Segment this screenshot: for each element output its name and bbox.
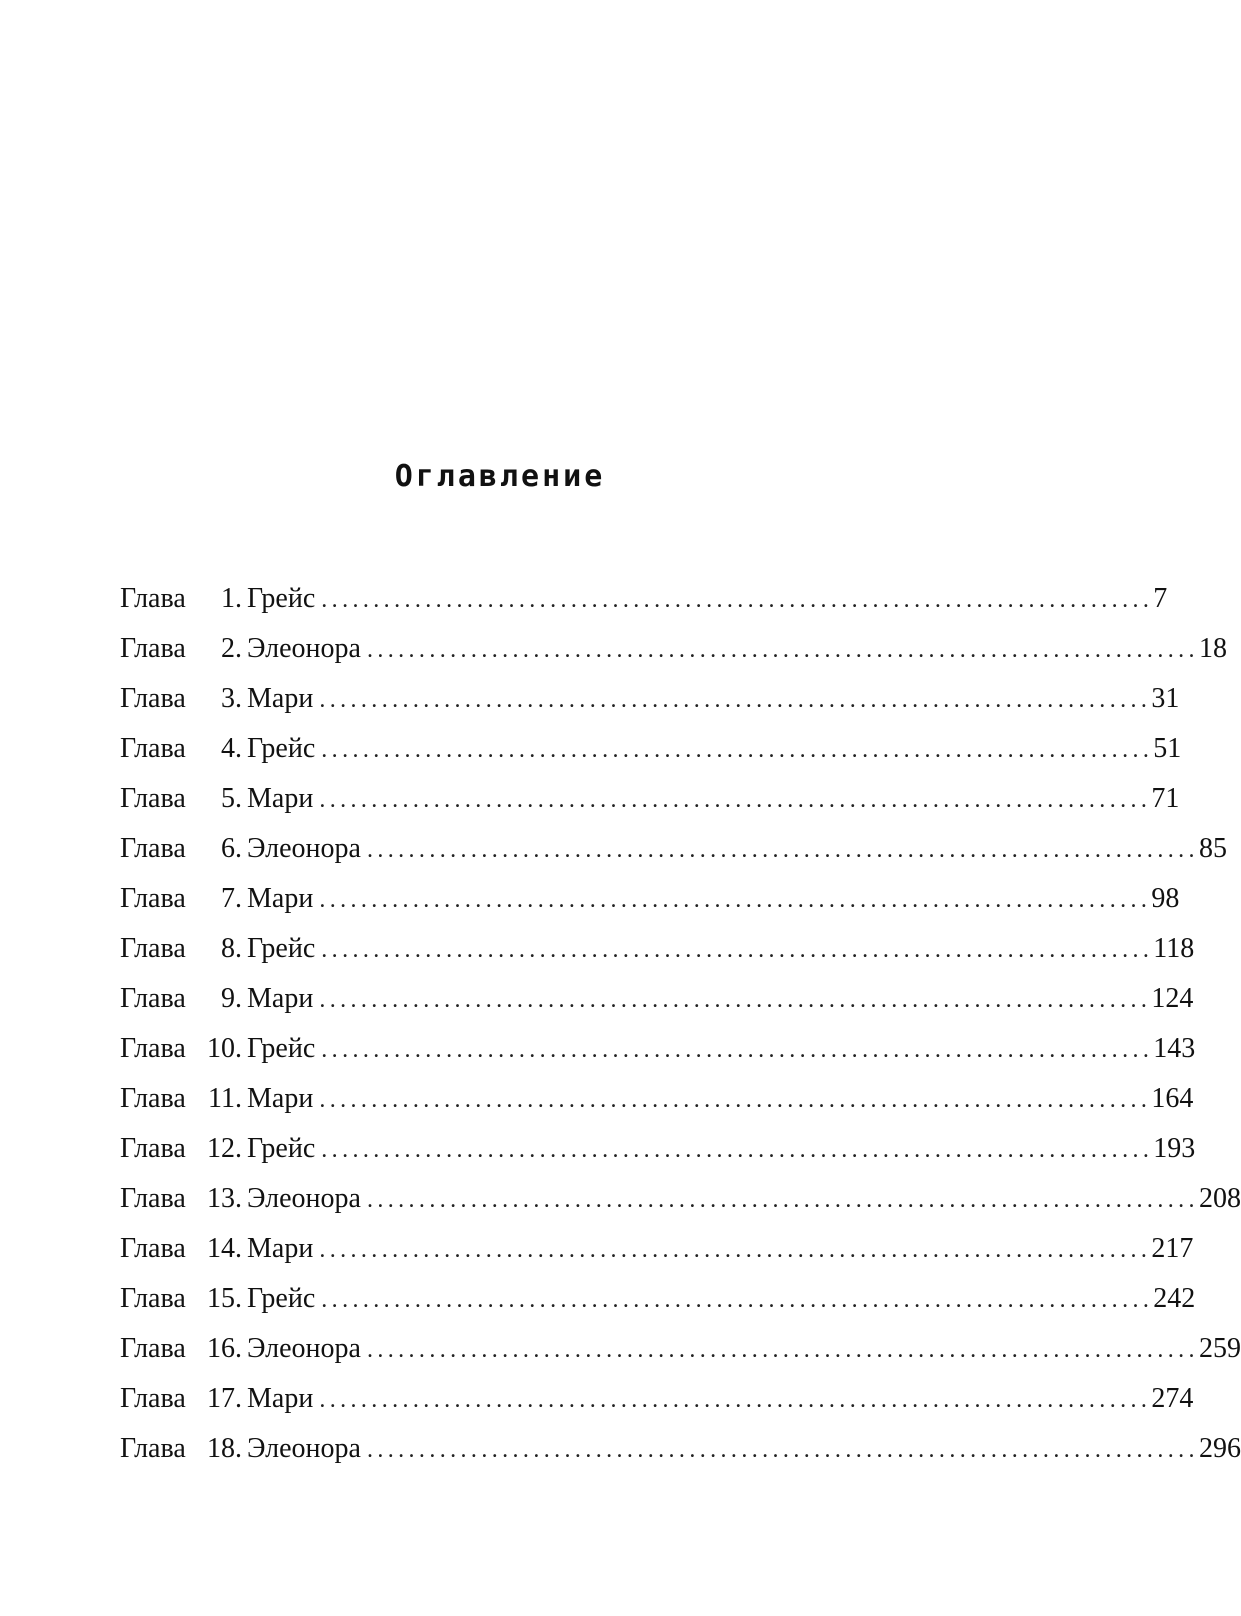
toc-entry <box>120 824 1227 874</box>
chapter-name: Мари <box>247 683 314 714</box>
toc-entry <box>120 1074 1194 1124</box>
chapter-name: Грейс <box>247 1033 316 1064</box>
chapter-name: Грейс <box>247 1133 316 1164</box>
chapter-name: Элеонора <box>247 633 361 664</box>
dot-leader: ................................................................................ <box>366 637 1199 663</box>
chapter-label: Глава <box>120 983 186 1014</box>
toc-entry <box>120 974 1194 1024</box>
chapter-number: 3. <box>221 683 242 714</box>
toc-entry <box>120 1374 1194 1424</box>
toc-entry <box>120 1274 1196 1324</box>
table-of-contents <box>120 574 1241 1474</box>
dot-leader: ................................................................................ <box>321 1037 1154 1063</box>
dot-leader: ................................................................................ <box>319 787 1152 813</box>
page-number: 242 <box>1153 1283 1196 1314</box>
chapter-label: Глава <box>120 1133 186 1164</box>
chapter-label: Глава <box>120 833 186 864</box>
page-number: 51 <box>1153 733 1182 764</box>
toc-entry <box>120 1224 1194 1274</box>
page-number: 274 <box>1151 1383 1194 1414</box>
page-number: 208 <box>1198 1183 1241 1214</box>
chapter-name: Грейс <box>247 1283 316 1314</box>
chapter-number: 11. <box>208 1083 242 1114</box>
chapter-name: Элеонора <box>247 1433 361 1464</box>
toc-entry <box>120 624 1227 674</box>
chapter-name: Мари <box>247 983 314 1014</box>
page-number: 217 <box>1151 1233 1194 1264</box>
dot-leader: ................................................................................ <box>321 587 1154 613</box>
chapter-label: Глава <box>120 733 186 764</box>
chapter-name: Мари <box>247 1083 314 1114</box>
page-number: 7 <box>1153 583 1168 614</box>
page-number: 193 <box>1153 1133 1196 1164</box>
chapter-number: 12. <box>207 1133 242 1164</box>
chapter-label: Глава <box>120 933 186 964</box>
dot-leader: ................................................................................ <box>319 1087 1152 1113</box>
chapter-label: Глава <box>120 683 186 714</box>
dot-leader: ................................................................................ <box>366 1437 1199 1463</box>
toc-entry <box>120 674 1180 724</box>
chapter-label: Глава <box>120 1083 186 1114</box>
chapter-label: Глава <box>120 633 186 664</box>
chapter-label: Глава <box>120 583 186 614</box>
chapter-label: Глава <box>120 1383 186 1414</box>
chapter-name: Грейс <box>247 583 316 614</box>
chapter-number: 18. <box>207 1433 242 1464</box>
chapter-number: 15. <box>207 1283 242 1314</box>
chapter-number: 17. <box>207 1383 242 1414</box>
page-number: 259 <box>1198 1333 1241 1364</box>
chapter-name: Элеонора <box>247 833 361 864</box>
dot-leader: ................................................................................ <box>319 987 1152 1013</box>
toc-entry <box>120 1424 1241 1474</box>
chapter-label: Глава <box>120 1333 186 1364</box>
chapter-number: 4. <box>221 733 242 764</box>
page-number: 164 <box>1151 1083 1194 1114</box>
chapter-label: Глава <box>120 1433 186 1464</box>
dot-leader: ................................................................................ <box>319 1387 1152 1413</box>
dot-leader: ................................................................................ <box>321 737 1154 763</box>
toc-entry <box>120 774 1180 824</box>
chapter-number: 14. <box>207 1233 242 1264</box>
page-number: 85 <box>1198 833 1227 864</box>
chapter-name: Грейс <box>247 933 316 964</box>
toc-entry <box>120 1174 1241 1224</box>
chapter-name: Элеонора <box>247 1183 361 1214</box>
chapter-number: 9. <box>221 983 242 1014</box>
chapter-name: Мари <box>247 883 314 914</box>
chapter-name: Грейс <box>247 733 316 764</box>
chapter-number: 8. <box>221 933 242 964</box>
chapter-name: Мари <box>247 783 314 814</box>
toc-entry <box>120 1024 1196 1074</box>
page-number: 71 <box>1151 783 1180 814</box>
chapter-number: 1. <box>221 583 242 614</box>
chapter-label: Глава <box>120 1033 186 1064</box>
dot-leader: ................................................................................ <box>319 1237 1152 1263</box>
chapter-number: 13. <box>207 1183 242 1214</box>
toc-entry <box>120 874 1180 924</box>
chapter-name: Элеонора <box>247 1333 361 1364</box>
page-number: 118 <box>1153 933 1195 964</box>
chapter-number: 10. <box>207 1033 242 1064</box>
page-number: 31 <box>1151 683 1180 714</box>
chapter-label: Глава <box>120 783 186 814</box>
chapter-label: Глава <box>120 1183 186 1214</box>
dot-leader: ................................................................................ <box>319 887 1152 913</box>
toc-entry <box>120 574 1168 624</box>
chapter-number: 2. <box>221 633 242 664</box>
page-title: Оглавление <box>394 459 606 494</box>
page-number: 18 <box>1198 633 1227 664</box>
dot-leader: ................................................................................ <box>321 1137 1154 1163</box>
chapter-number: 7. <box>221 883 242 914</box>
dot-leader: ................................................................................ <box>366 1187 1199 1213</box>
dot-leader: ................................................................................ <box>319 687 1152 713</box>
dot-leader: ................................................................................ <box>366 837 1199 863</box>
dot-leader: ................................................................................ <box>321 937 1154 963</box>
toc-entry <box>120 1324 1241 1374</box>
dot-leader: ................................................................................ <box>366 1337 1199 1363</box>
page-number: 98 <box>1151 883 1180 914</box>
chapter-label: Глава <box>120 1233 186 1264</box>
toc-entry <box>120 924 1195 974</box>
toc-entry <box>120 1124 1196 1174</box>
chapter-number: 6. <box>221 833 242 864</box>
chapter-name: Мари <box>247 1233 314 1264</box>
toc-entry <box>120 724 1182 774</box>
chapter-label: Глава <box>120 1283 186 1314</box>
page-number: 296 <box>1198 1433 1241 1464</box>
chapter-number: 16. <box>207 1333 242 1364</box>
chapter-label: Глава <box>120 883 186 914</box>
page-number: 124 <box>1151 983 1194 1014</box>
dot-leader: ................................................................................ <box>321 1287 1154 1313</box>
chapter-name: Мари <box>247 1383 314 1414</box>
chapter-number: 5. <box>221 783 242 814</box>
page-number: 143 <box>1153 1033 1196 1064</box>
